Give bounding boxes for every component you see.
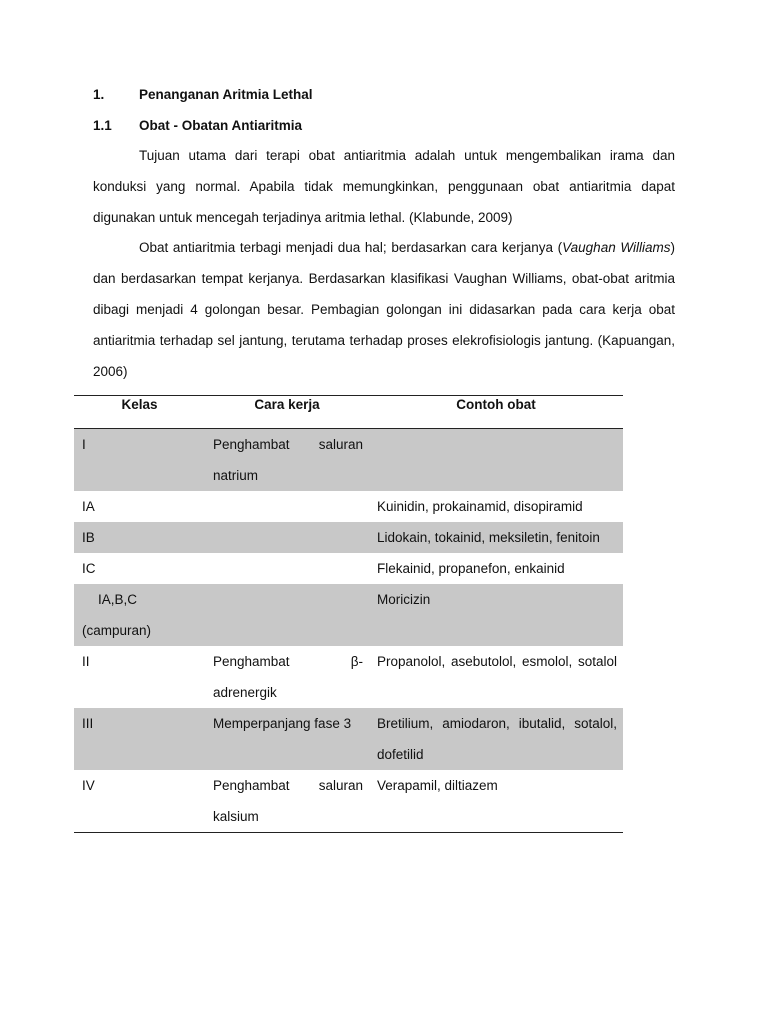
header-contoh-obat: Contoh obat [369, 396, 623, 429]
cell-contoh: Verapamil, diltiazem [369, 770, 623, 833]
cell-kelas: IC [82, 561, 96, 576]
cell-kelas [74, 584, 205, 646]
table-header-row [74, 396, 623, 429]
table-row [74, 708, 623, 770]
paragraph-2-before: Obat antiaritmia terbagi menjadi dua hal; berdasarkan cara kerjanya ( [139, 240, 563, 255]
table-row [74, 522, 623, 553]
paragraph-1 [93, 140, 675, 233]
cell-kelas: III [74, 708, 205, 770]
subsection-heading [93, 118, 302, 133]
subsection-number: 1.1 [93, 118, 112, 133]
section-number: 1. [93, 87, 105, 102]
section-heading [93, 87, 313, 102]
cell-kelas-note: (campuran) [82, 623, 152, 638]
table-row [74, 429, 623, 492]
cell-kelas: IB [74, 522, 205, 553]
table-row [74, 646, 623, 708]
cell-kelas: I [74, 429, 205, 492]
header-kelas: Kelas [74, 396, 205, 429]
cell-contoh: Moricizin [369, 584, 623, 646]
section-title: Penanganan Aritmia Lethal [139, 87, 313, 102]
cell-cara: Penghambat saluran natrium [205, 429, 369, 492]
cell-kelas: II [82, 654, 90, 669]
cell-contoh: Lidokain, tokainid, meksiletin, fenitoin [369, 522, 623, 553]
cell-cara: Penghambat saluran kalsium [205, 770, 369, 833]
table-row [74, 770, 623, 833]
paragraph-2-italic: Vaughan Williams [562, 240, 671, 255]
table-row [74, 584, 623, 646]
cell-contoh: Flekainid, propanefon, enkainid [377, 561, 565, 576]
cell-kelas: IV [74, 770, 205, 833]
cell-contoh: Kuinidin, prokainamid, disopiramid [377, 499, 583, 514]
cell-contoh: Propanolol, asebutolol, esmolol, sotalol [377, 654, 617, 669]
cell-kelas: IA [82, 499, 95, 514]
table-row [74, 491, 623, 522]
antiarrhythmic-class-table [74, 395, 623, 833]
subsection-title: Obat - Obatan Antiaritmia [139, 118, 303, 133]
cell-cara [205, 553, 369, 584]
paragraph-1-text: Tujuan utama dari terapi obat antiaritmia adalah untuk mengembalikan irama dan konduksi yang normal. Apabila tidak memungkinkan, penggunaan obat antiaritmia dapat digunakan untuk mencegah terjadinya aritmia lethal. (Klabunde, 2009) [93, 148, 675, 225]
cell-kelas-label: IA,B,C [98, 592, 138, 607]
cell-cara [205, 491, 369, 522]
cell-contoh [369, 429, 623, 492]
cell-cara: Penghambat β-adrenergik [213, 654, 363, 700]
table-row [74, 553, 623, 584]
cell-cara: Memperpanjang fase 3 [205, 708, 369, 770]
cell-cara [205, 584, 369, 646]
cell-cara [205, 522, 369, 553]
paragraph-2 [93, 232, 675, 387]
header-cara-kerja: Cara kerja [205, 396, 369, 429]
paragraph-2-after: ) dan berdasarkan tempat kerjanya. Berdasarkan klasifikasi Vaughan Williams, obat-obat aritmia dibagi menjadi 4 golongan besar. Pembagian golongan ini didasarkan pada cara kerja obat antiaritmia terhadap sel jantung, terutama terhadap proses elekrofisiologis jantung. (Kapuangan, 2006) [93, 240, 675, 379]
cell-contoh: Bretilium, amiodaron, ibutalid, sotalol, dofetilid [369, 708, 623, 770]
